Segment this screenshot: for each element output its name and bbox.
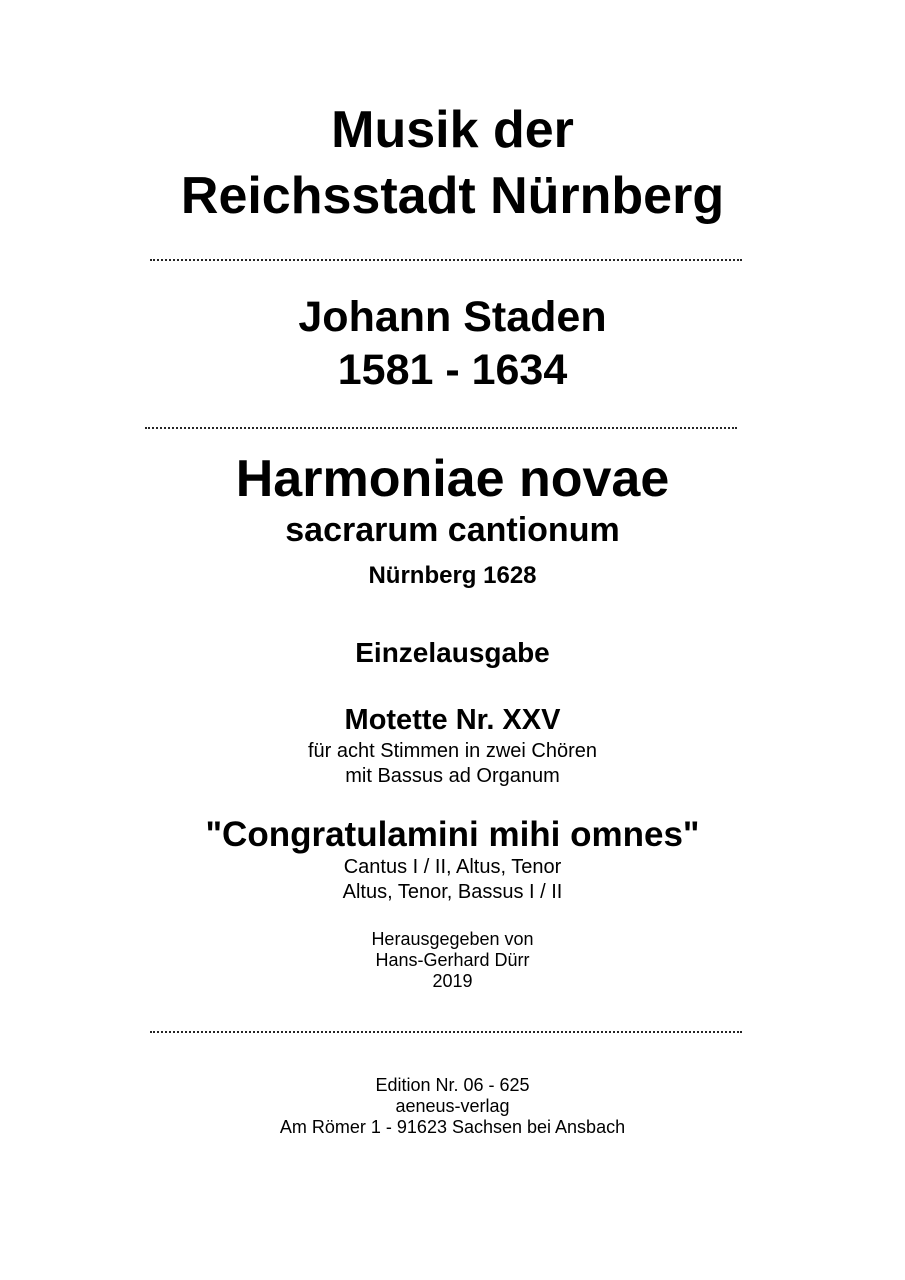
composer-dates: 1581 - 1634 <box>337 346 568 394</box>
divider-2 <box>145 427 737 429</box>
divider-3 <box>150 1031 742 1033</box>
motet-voices-line-2: Altus, Tenor, Bassus I / II <box>342 881 563 903</box>
edition-type: Einzelausgabe <box>355 637 550 668</box>
collection-subtitle: sacrarum cantionum <box>285 511 620 549</box>
publisher-name: aeneus-verlag <box>395 1096 510 1116</box>
composer-name: Johann Staden <box>298 293 607 341</box>
motet-number: Motette Nr. XXV <box>344 704 561 736</box>
edition-number: Edition Nr. 06 - 625 <box>375 1075 530 1095</box>
motet-scoring-line-2: mit Bassus ad Organum <box>345 765 560 787</box>
series-title-line-1: Musik der <box>331 101 574 159</box>
motet-scoring-line-1: für acht Stimmen in zwei Chören <box>307 740 597 762</box>
motet-voices-line-1: Cantus I / II, Altus, Tenor <box>343 856 562 878</box>
publisher-address: Am Römer 1 - 91623 Sachsen bei Ansbach <box>279 1117 626 1137</box>
series-title-line-2: Reichsstadt Nürnberg <box>180 167 725 225</box>
editor-label: Herausgegeben von <box>371 929 534 949</box>
divider-1 <box>150 259 742 261</box>
collection-title: Harmoniae novae <box>235 450 670 508</box>
collection-place-year: Nürnberg 1628 <box>368 562 537 589</box>
motet-title: "Congratulamini mihi omnes" <box>205 815 700 854</box>
editor-year: 2019 <box>432 971 473 991</box>
editor-name: Hans-Gerhard Dürr <box>375 950 530 970</box>
